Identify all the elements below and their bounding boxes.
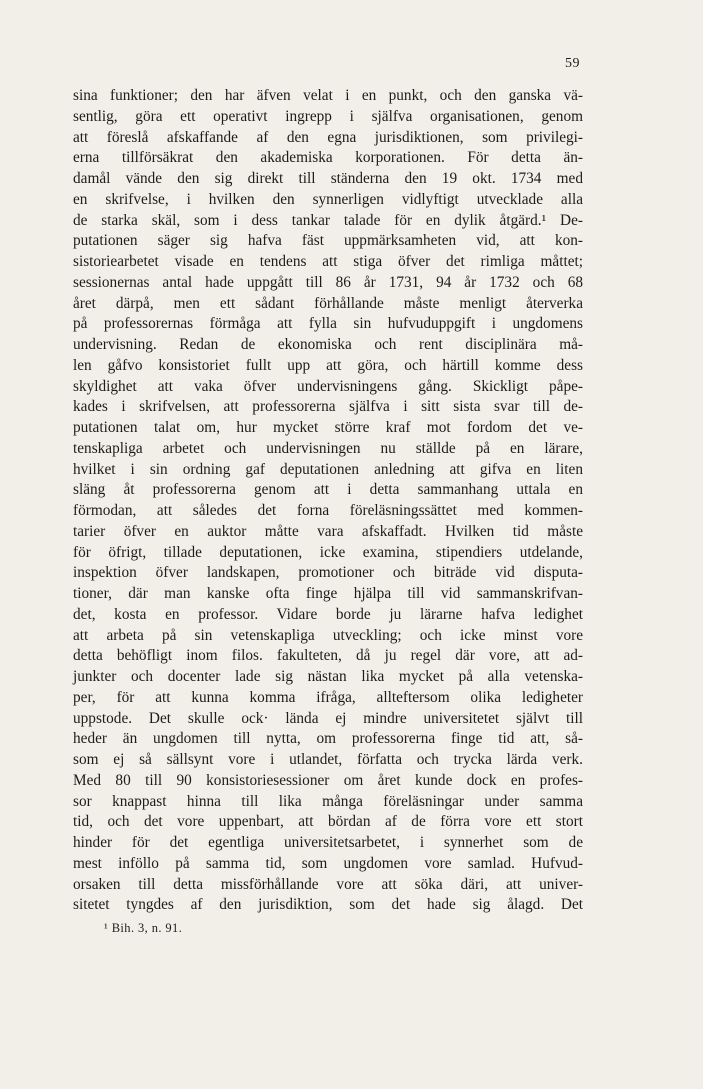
text-line: för öfrigt, tillade deputationen, icke examina, stipendiers utdelande,	[73, 543, 583, 561]
page-number: 59	[565, 56, 580, 71]
text-line: att föreslå afskaffande af den egna jurisdiktionen, som privilegi-	[73, 128, 583, 146]
text-line: uppstode. Det skulle ock· lända ej mindre universitetet självt till	[73, 709, 583, 727]
text-line: tioner, där man kanske ofta finge hjälpa till vid sammanskrifvan-	[73, 585, 583, 602]
text-line: sitetet tyngdes af den jurisdiktion, som det hade sig ålagd. Det	[73, 896, 583, 914]
text-line: junkter och docenter lade sig nästan lika mycket på alla vetenska-	[73, 668, 583, 685]
text-line: orsaken till detta missförhållande vore att söka däri, att univer-	[73, 875, 583, 893]
text-line: undervisning. Redan de ekonomiska och rent disciplinära må-	[73, 336, 583, 353]
text-line: putationen säger sig hafva fäst uppmärksamheten vid, att kon-	[73, 232, 583, 250]
text-line: Med 80 till 90 konsistoriesessioner om året kunde dock en profes-	[73, 771, 583, 789]
text-line: putationen talat om, hur mycket större kraf mot fordom det ve-	[73, 419, 583, 436]
text-line: tid, och det vore uppenbart, att bördan af de förra vore ett stort	[73, 813, 583, 831]
text-line: sor knappast hinna till lika många föreläsningar under samma	[73, 792, 583, 810]
text-line: damål vände den sig direkt till ständerna den 19 okt. 1734 med	[73, 170, 583, 187]
text-line: skyldighet att vaka öfver undervisningens gång. Skickligt påpe-	[73, 377, 583, 395]
footnote-text: Bih. 3, n. 91.	[111, 921, 183, 935]
text-line: erna tillförsäkrat den akademiska korporationen. För detta än-	[73, 149, 583, 167]
text-line: året därpå, men ett sådant förhållande måste menligt återverka	[73, 294, 583, 312]
body-text	[73, 86, 583, 916]
text-line: tenskapliga arbetet och undervisningen nu ställde på en lärare,	[73, 439, 583, 457]
text-line: det, kosta en professor. Vidare borde ju lärarne hafva ledighet	[73, 605, 583, 623]
text-line: per, för att kunna komma ifråga, allteftersom olika ledigheter	[73, 688, 583, 706]
text-line: sina funktioner; den har äfven velat i en punkt, och den ganska vä-	[73, 87, 583, 104]
text-line: släng åt professorerna genom att i detta sammanhang uttala en	[73, 481, 583, 499]
text-line: förmodan, att således det forna föreläsningssättet med kommen-	[73, 502, 583, 519]
text-line: hinder för det egentliga universitetsarbetet, i synnerhet som de	[73, 834, 583, 851]
text-line: heder än ungdomen till nytta, om professorerna finge tid att, så-	[73, 730, 583, 748]
text-line: sistoriearbetet visade en tendens att stiga öfver det rimliga måttet;	[73, 253, 583, 270]
footnote-marker: ¹	[104, 921, 109, 935]
text-line: att arbeta på sin vetenskapliga utveckling; och icke minst vore	[73, 626, 583, 644]
text-line: kades i skrifvelsen, att professorerna själfva i sitt sista svar till de-	[73, 398, 583, 416]
text-line: på professorernas förmåga att fylla sin hufvuduppgift i ungdomens	[73, 315, 583, 333]
text-line: en skrifvelse, i hvilken den synnerligen vidlyftigt utvecklade alla	[73, 190, 583, 208]
text-line: sentlig, göra ett operativt ingrepp i själfva organisationen, genom	[73, 107, 583, 125]
text-line: hvilket i sin ordning gaf deputationen anledning att gifva en liten	[73, 460, 583, 478]
text-line: tarier öfver en auktor måtte vara afskaffadt. Hvilken tid måste	[73, 522, 583, 540]
text-line: len gåfvo konsistoriet fullt upp att göra, och härtill komme dess	[73, 356, 583, 374]
text-line: detta behöfligt inom filos. fakulteten, då ju regel där vore, att ad-	[73, 647, 583, 665]
text-line: mest inföllo på samma tid, som ungdomen vore samlad. Hufvud-	[73, 854, 583, 872]
text-line: inspektion öfver landskapen, promotioner och biträde vid disputa-	[73, 564, 583, 582]
footnote	[104, 921, 182, 936]
text-line: de starka skäl, som i dess tankar talade för en dylik åtgärd.¹ De-	[73, 211, 583, 229]
text-line: sessionernas antal hade uppgått till 86 år 1731, 94 år 1732 och 68	[73, 273, 583, 291]
text-line: som ej så sällsynt vore i utlandet, författa och trycka lärda verk.	[73, 751, 583, 768]
